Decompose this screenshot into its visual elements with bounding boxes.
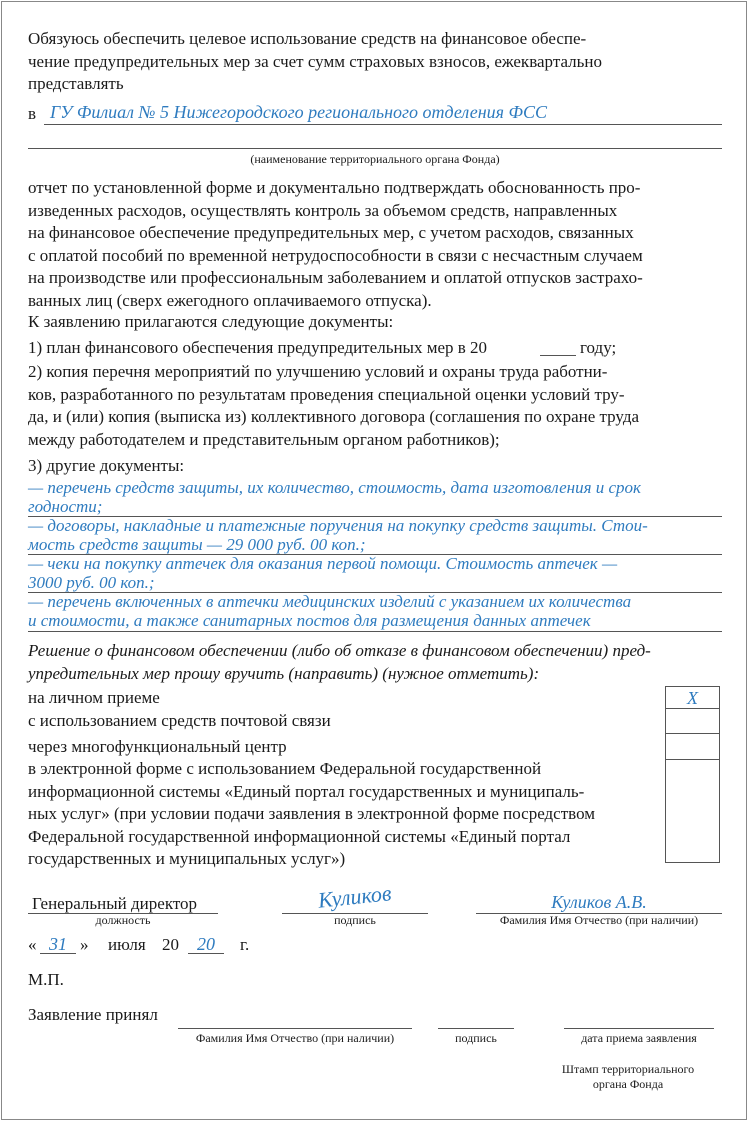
other-doc-line: — перечень включенных в аптечки медицинских изделий с указанием их количества xyxy=(28,592,632,611)
signature-handwriting: Куликов xyxy=(316,880,393,913)
received-signature-underline xyxy=(438,1028,514,1029)
other-doc-line: — чеки на покупку аптечек для оказания первой помощи. Стоимость аптечек — xyxy=(28,554,618,573)
plan-year-blank xyxy=(540,355,576,356)
other-doc-line: — перечень средств защиты, их количество, стоимость, дата изготовления и срок xyxy=(28,478,641,497)
other-doc-line: — договоры, накладные и платежные поручения на покупку средств защиты. Стои- xyxy=(28,516,648,535)
fund-name-underline xyxy=(44,124,722,125)
fund-name-underline-2 xyxy=(28,148,722,149)
attachment-item-1-end: году; xyxy=(580,338,617,357)
stamp-caption: Штамп территориального органа Фонда xyxy=(561,1062,695,1091)
received-date-caption: дата приема заявления xyxy=(581,1031,697,1045)
doc-underline xyxy=(28,631,722,632)
delivery-in-person-label: на личном приеме xyxy=(28,688,160,707)
position-value[interactable]: Генеральный директор xyxy=(32,894,198,913)
date-suffix: г. xyxy=(240,935,250,954)
attachments-heading: К заявлению прилагаются следующие документы: xyxy=(28,312,394,331)
decision-paragraph: Решение о финансовом обеспечении (либо об отказе в финансовом обеспечении) пред- упредительных мер прошу вручить (направить) (нужное отметить): xyxy=(28,641,651,683)
other-doc-line: 3000 руб. 00 коп.; xyxy=(28,573,155,592)
intro-paragraph: Обязуюсь обеспечить целевое использование средств на финансовое обеспе- чение предупредительных мер за счет сумм страховых взносов, ежеквартально представлять xyxy=(28,29,602,93)
attachment-item-3: 3) другие документы: xyxy=(28,456,185,475)
date-year-underline xyxy=(188,953,224,954)
received-date-underline xyxy=(564,1028,714,1029)
full-name-caption: Фамилия Имя Отчество (при наличии) xyxy=(499,913,699,927)
received-name-underline xyxy=(178,1028,412,1029)
attachment-item-1: 1) план финансового обеспечения предупредительных мер в 20 xyxy=(28,338,488,357)
checkbox-in-person[interactable] xyxy=(665,686,720,709)
report-paragraph: отчет по установленной форме и документально подтверждать обоснованность про- изведенных расходов, осуществлять контроль за объемом средств, направленных на финансовое обеспечение предупредительных мер, с учетом расходов, связанных с оплатой пособий по временной нетрудоспособности в связи с несчастным случаем на производстве или профессиональным заболеванием и оплатой отпусков застрахо- ванных лиц (сверх ежегодного оплачиваемого отпуска). xyxy=(28,178,643,310)
checkbox-post[interactable] xyxy=(665,708,720,734)
received-signature-caption: подпись xyxy=(455,1031,497,1045)
date-year[interactable]: 20 xyxy=(197,934,215,954)
delivery-post-label: с использованием средств почтовой связи xyxy=(28,711,331,730)
other-doc-line: мость средств защиты — 29 000 руб. 00 коп.; xyxy=(28,535,366,554)
received-label: Заявление принял xyxy=(28,1005,158,1024)
fund-name-caption: (наименование территориального органа Фонда) xyxy=(250,152,500,166)
checkbox-mfc[interactable] xyxy=(665,733,720,760)
received-name-caption: Фамилия Имя Отчество (при наличии) xyxy=(195,1031,395,1045)
other-doc-line: годности; xyxy=(28,497,103,516)
delivery-mfc-label: через многофункциональный центр xyxy=(28,737,287,756)
fund-prefix: в xyxy=(28,104,37,123)
fund-name-value[interactable]: ГУ Филиал № 5 Нижегородского регионального отделения ФСС xyxy=(50,102,547,122)
attachment-item-2: 2) копия перечня мероприятий по улучшению условий и охраны труда работни- ков, разработанного по результатам проведения специальной оценки условий тру- да, и (или) копия (выписка из) коллективного договора (соглашения по охране труда между работодателем и представительным органом работников); xyxy=(28,362,640,449)
date-year-prefix: 20 xyxy=(162,935,179,954)
date-close-quote: » xyxy=(80,935,89,954)
date-day[interactable]: 31 xyxy=(49,934,67,954)
signature-caption: подпись xyxy=(334,913,376,927)
full-name-value[interactable]: Куликов А.В. xyxy=(551,892,647,912)
checkbox-mark: X xyxy=(687,688,698,708)
date-open-quote: « xyxy=(28,935,37,954)
position-caption: должность xyxy=(95,913,151,927)
date-day-underline xyxy=(40,953,76,954)
other-doc-line: и стоимости, а также санитарных постов для размещения данных аптечек xyxy=(28,611,591,630)
date-month[interactable]: июля xyxy=(108,935,146,954)
delivery-electronic-label: в электронной форме с использованием Федеральной государственной информационной системы «Единый портал государственных и муниципаль- ных услуг» (при условии подачи заявления в электронной форме посредством Федеральной государственной информационной системы «Единый портал государственных и муниципальных услуг») xyxy=(28,759,596,868)
stamp-place-label: М.П. xyxy=(28,970,64,989)
checkbox-electronic[interactable] xyxy=(665,759,720,863)
